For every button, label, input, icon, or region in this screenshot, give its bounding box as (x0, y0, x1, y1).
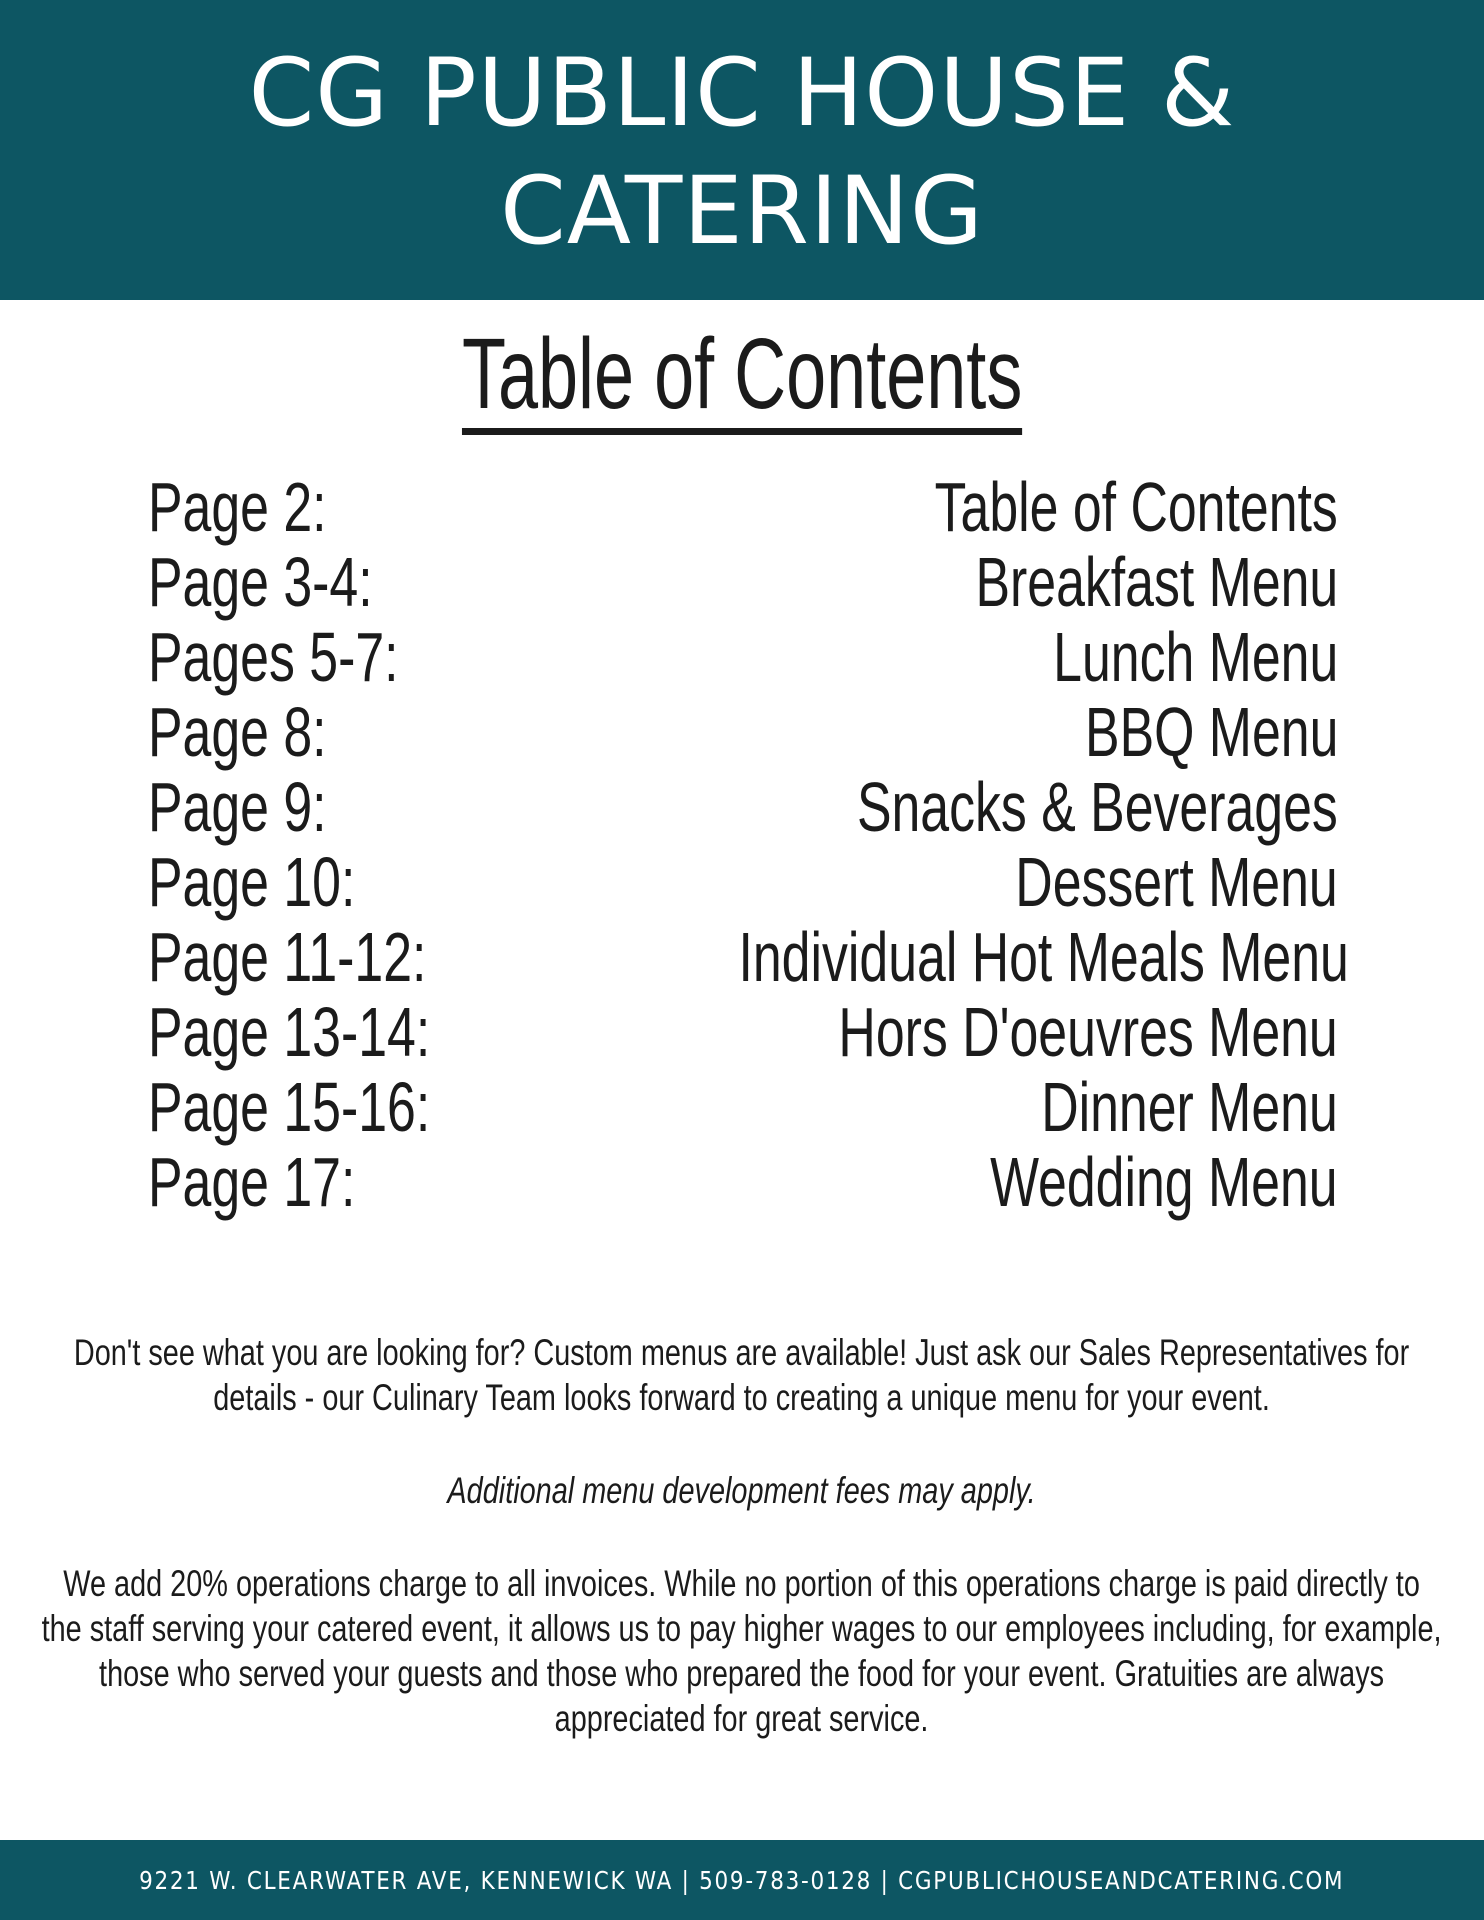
toc-page-number: Page 11-12: (148, 918, 427, 996)
toc-row (148, 695, 1338, 770)
toc-page-number: Page 10: (148, 843, 356, 921)
toc-row (148, 918, 1350, 996)
header-banner (0, 0, 1484, 300)
toc-section-name: Dessert Menu (1015, 843, 1338, 921)
toc-heading (0, 318, 1484, 435)
toc-section-name: Breakfast Menu (975, 543, 1338, 621)
toc-heading-text: Table of Contents (462, 322, 1022, 435)
toc-row (148, 1070, 1338, 1145)
toc-row (148, 545, 1338, 620)
toc-section-name: Dinner Menu (1041, 1068, 1338, 1146)
custom-menu-note (40, 1330, 1444, 1420)
toc-page-number: Page 2: (148, 468, 327, 546)
business-name-line2: CATERING (500, 157, 984, 266)
toc-section-name: BBQ Menu (1084, 693, 1338, 771)
toc-section-name: Lunch Menu (1052, 618, 1338, 696)
footer-banner (0, 1840, 1484, 1920)
toc-row (148, 470, 1338, 545)
notes-section (40, 1330, 1444, 1741)
toc-row (148, 770, 1338, 845)
toc-row (148, 845, 1338, 920)
toc-section-name: Table of Contents (934, 468, 1338, 546)
custom-menu-note-text: Don't see what you are looking for? Custom menus are available! Just ask our Sales Representatives for details - our Culinary Team looks forward to creating a unique menu for your event. (74, 1332, 1410, 1418)
operations-charge-note (40, 1561, 1444, 1741)
business-name (249, 29, 1236, 271)
toc-page-number: Page 17: (148, 1143, 356, 1221)
fees-note-text: Additional menu development fees may apply. (447, 1470, 1037, 1511)
toc-list (148, 468, 1350, 1221)
toc-page-number: Page 15-16: (148, 1068, 431, 1146)
toc-row (148, 995, 1338, 1070)
operations-charge-note-text: We add 20% operations charge to all invoices. While no portion of this operations charge is paid directly to the staff serving your catered event, it allows us to pay higher wages to our employees including, for example, those who served your guests and those who prepared the food for your event. Gratuities are always appreciated for great service. (42, 1563, 1442, 1739)
toc-section-name: Wedding Menu (990, 1143, 1338, 1221)
contact-info: 9221 W. CLEARWATER AVE, KENNEWICK WA | 509-783-0128 | CGPUBLICHOUSEANDCATERING.COM (139, 1865, 1345, 1895)
toc-row (148, 620, 1338, 695)
toc-section-name: Individual Hot Meals Menu (738, 918, 1350, 996)
toc-page-number: Page 8: (148, 693, 327, 771)
toc-page-number: Page 13-14: (148, 993, 431, 1071)
toc-row (148, 1145, 1338, 1220)
business-name-line1: CG PUBLIC HOUSE & (248, 39, 1236, 148)
toc-page-number: Page 3-4: (148, 543, 373, 621)
fees-note (40, 1468, 1444, 1513)
toc-page-number: Pages 5-7: (148, 618, 399, 696)
toc-section-name: Hors D'oeuvres Menu (838, 993, 1338, 1071)
toc-section-name: Snacks & Beverages (857, 768, 1338, 846)
toc-page-number: Page 9: (148, 768, 327, 846)
